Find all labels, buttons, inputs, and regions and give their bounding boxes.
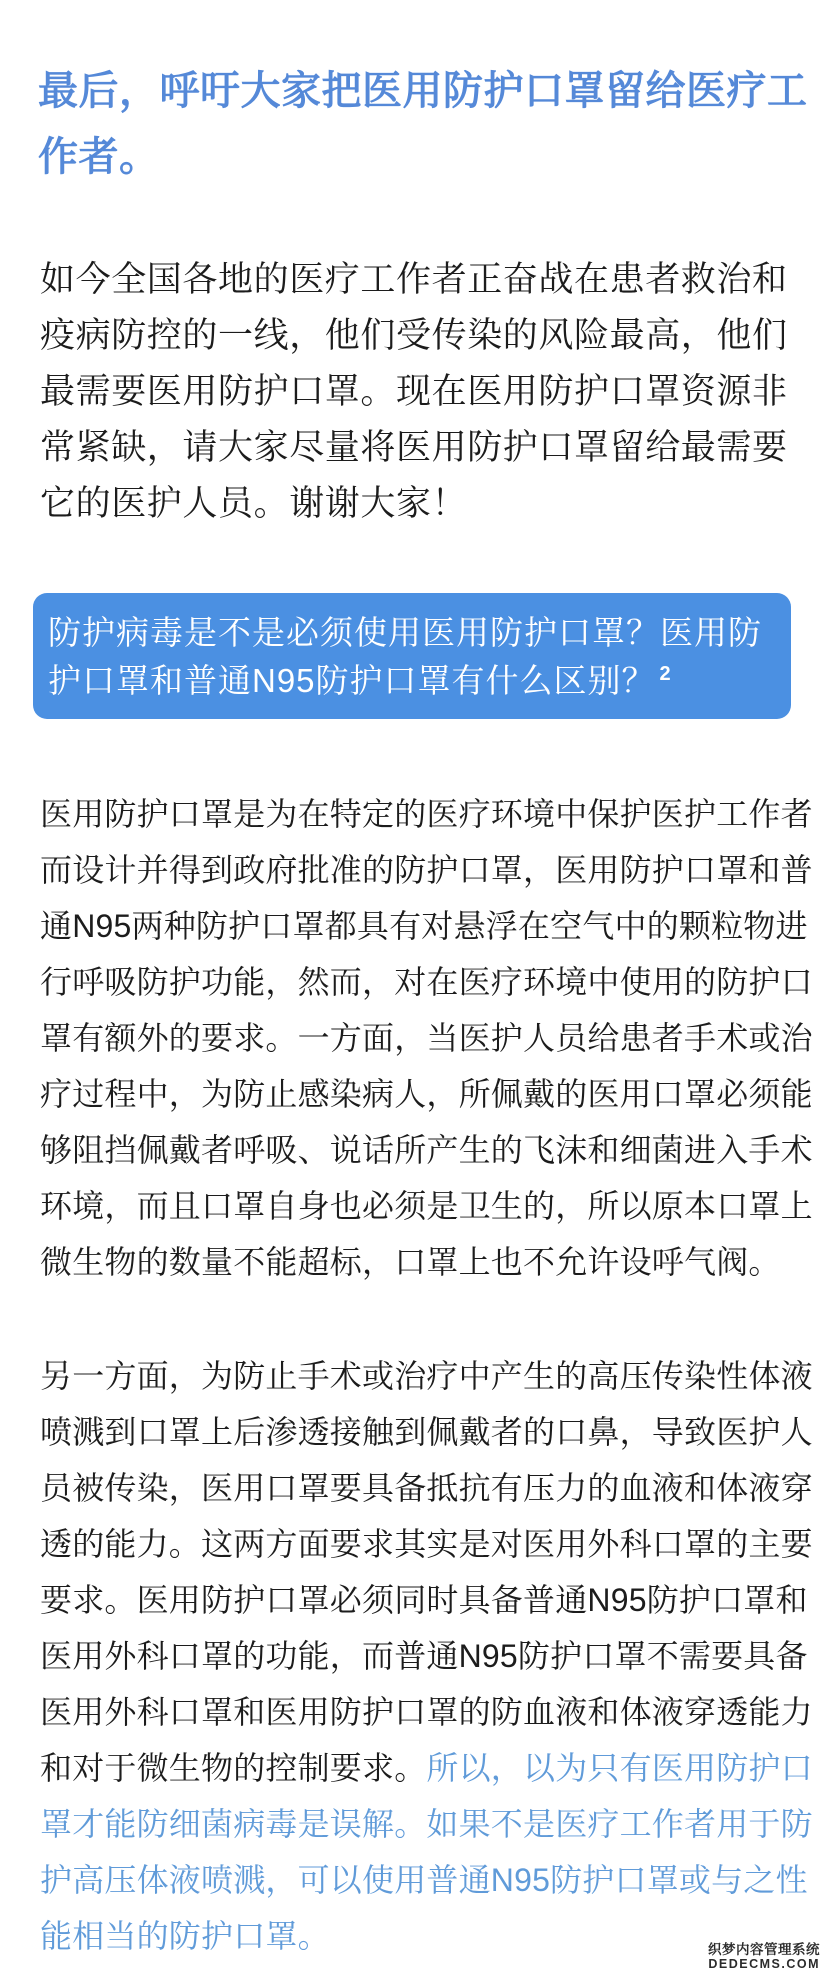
paragraph-line: 它的医护人员。谢谢大家！ xyxy=(40,484,468,523)
paragraph-line: 医用防护口罩是为在特定的医疗环境中保护医护工作者 xyxy=(40,796,813,832)
paragraph-line-mixed xyxy=(40,1740,813,1796)
paragraph-line: 够阻挡佩戴者呼吸、说话所产生的飞沫和细菌进入手术 xyxy=(40,1132,813,1168)
paragraph-line: 通N95两种防护口罩都具有对悬浮在空气中的颗粒物进 xyxy=(40,908,808,944)
paragraph-explanation-2 xyxy=(40,1348,813,1964)
paragraph-line: 医用外科口罩和医用防护口罩的防血液和体液穿透能力 xyxy=(40,1694,813,1730)
dedecms-watermark xyxy=(708,1942,820,1972)
banner-line-text: 护口罩和普通N95防护口罩有什么区别？ xyxy=(48,662,656,699)
question-banner xyxy=(33,593,791,719)
paragraph-line: 行呼吸防护功能，然而，对在医疗环境中使用的防护口 xyxy=(40,964,813,1000)
paragraph-line-blue: 能相当的防护口罩。 xyxy=(40,1918,330,1954)
paragraph-line: 罩有额外的要求。一方面，当医护人员给患者手术或治 xyxy=(40,1020,813,1056)
paragraph-line: 透的能力。这两方面要求其实是对医用外科口罩的主要 xyxy=(40,1526,813,1562)
paragraph-line-blue: 护高压体液喷溅，可以使用普通N95防护口罩或与之性 xyxy=(40,1862,808,1898)
heading-line: 最后，呼吁大家把医用防护口罩留给医疗工 xyxy=(38,69,808,113)
paragraph-line: 常紧缺，请大家尽量将医用防护口罩留给最需要 xyxy=(40,428,788,467)
paragraph-line: 疫病防控的一线，他们受传染的风险最高，他们 xyxy=(40,316,788,355)
banner-line: 防护病毒是不是必须使用医用防护口罩？医用防 xyxy=(48,614,762,651)
watermark-domain: DEDECMS.COM xyxy=(708,1957,820,1971)
watermark-cms-name: 织梦内容管理系统 xyxy=(708,1942,820,1957)
footnote-marker: 2 xyxy=(659,663,672,685)
paragraph-line: 疗过程中，为防止感染病人，所佩戴的医用口罩必须能 xyxy=(40,1076,813,1112)
heading-line: 作者。 xyxy=(38,135,160,179)
paragraph-line: 要求。医用防护口罩必须同时具备普通N95防护口罩和 xyxy=(40,1582,808,1618)
paragraph-explanation-1 xyxy=(40,786,813,1290)
mixed-line-blue: 所以，以为只有医用防护口 xyxy=(426,1750,813,1786)
mixed-line-black: 和对于微生物的控制要求。 xyxy=(40,1750,427,1786)
closing-heading xyxy=(38,58,808,190)
paragraph-appeal xyxy=(40,252,800,532)
paragraph-line: 最需要医用防护口罩。现在医用防护口罩资源非 xyxy=(40,372,788,411)
paragraph-line: 如今全国各地的医疗工作者正奋战在患者救治和 xyxy=(40,260,788,299)
paragraph-line: 员被传染，医用口罩要具备抵抗有压力的血液和体液穿 xyxy=(40,1470,813,1506)
paragraph-line: 微生物的数量不能超标，口罩上也不允许设呼气阀。 xyxy=(40,1244,781,1280)
paragraph-line: 而设计并得到政府批准的防护口罩，医用防护口罩和普 xyxy=(40,852,813,888)
paragraph-line: 环境，而且口罩自身也必须是卫生的，所以原本口罩上 xyxy=(40,1188,813,1224)
banner-line xyxy=(48,657,791,705)
paragraph-line: 医用外科口罩的功能，而普通N95防护口罩不需要具备 xyxy=(40,1638,808,1674)
paragraph-line-blue: 罩才能防细菌病毒是误解。如果不是医疗工作者用于防 xyxy=(40,1806,813,1842)
paragraph-line: 另一方面，为防止手术或治疗中产生的高压传染性体液 xyxy=(40,1358,813,1394)
paragraph-line: 喷溅到口罩上后渗透接触到佩戴者的口鼻，导致医护人 xyxy=(40,1414,813,1450)
